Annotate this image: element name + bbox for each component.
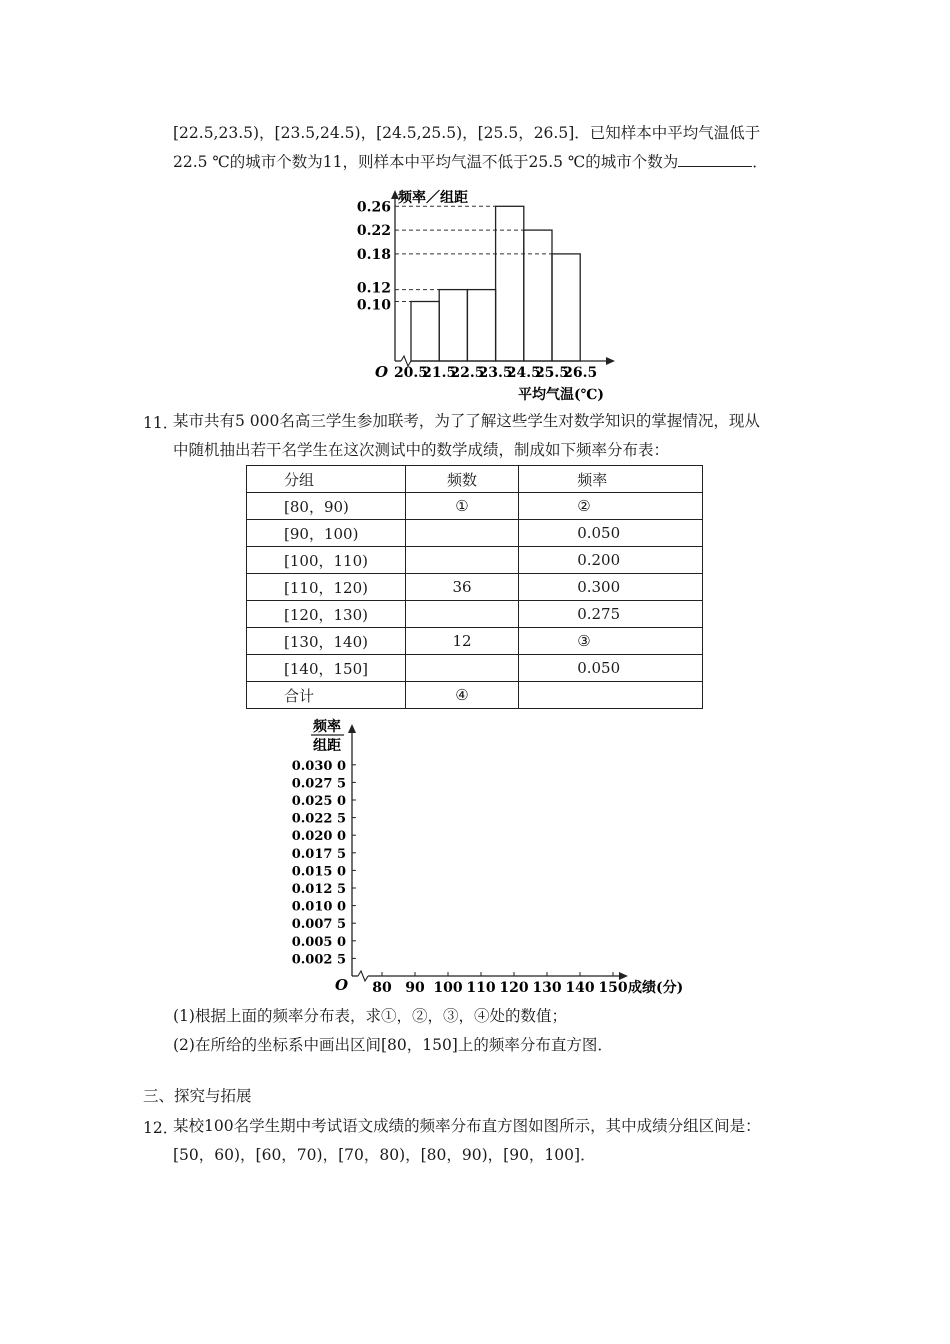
table-cell: [140，150] — [247, 655, 406, 682]
x-tick-label: 130 — [532, 980, 562, 996]
table-cell: 12 — [405, 628, 518, 655]
histogram-bars — [411, 206, 580, 361]
x-axis-label: 成绩(分) — [628, 980, 684, 996]
x-tick-label: 22.5 — [450, 365, 485, 381]
table-row — [247, 493, 703, 520]
q12-line1: 某校100名学生期中考试语文成绩的频率分布直方图如图所示，其中成绩分组区间是： — [173, 1117, 761, 1135]
y-tick-label: 0.025 0 — [291, 794, 346, 809]
table-cell: ① — [405, 493, 518, 520]
table-header: 频数 — [405, 466, 518, 493]
histogram-bar — [411, 302, 439, 362]
chart-axes — [391, 190, 615, 366]
q11-line1: 某市共有5 000名高三学生参加联考，为了了解这些学生对数学知识的掌握情况，现从 — [173, 412, 760, 430]
x-tick-label: 20.5 — [393, 365, 429, 381]
table-header: 分组 — [247, 466, 406, 493]
table-row — [247, 682, 703, 709]
q10-line2 — [173, 152, 768, 172]
table-cell — [405, 655, 518, 682]
x-axis-arrow-icon — [619, 972, 628, 980]
score-coordinate-system — [288, 714, 700, 1000]
histogram-bar — [524, 230, 552, 361]
table-cell: 0.275 — [519, 601, 703, 628]
table-cell — [405, 547, 518, 574]
x-tick-label: 150 — [598, 980, 628, 996]
x-tick-label: 23.5 — [478, 365, 513, 381]
table-header-row — [247, 466, 703, 493]
y-tick-label: 0.012 5 — [291, 882, 346, 897]
y-tick-label: 0.22 — [356, 223, 391, 240]
y-tick-label: 0.017 5 — [291, 846, 346, 862]
y-tick-label: 0.015 0 — [291, 864, 346, 880]
table-row — [247, 574, 703, 601]
y-tick-label: 0.020 0 — [291, 829, 346, 845]
table-header: 频率 — [519, 466, 703, 493]
y-tick-label: 0.010 0 — [291, 899, 346, 915]
table-cell: [130，140) — [247, 628, 406, 655]
q11-sub2: (2)在所给的坐标系中画出区间[80，150]上的频率分布直方图． — [173, 1036, 613, 1054]
y-tick-label: 0.027 5 — [291, 776, 346, 792]
table-cell: ② — [519, 493, 703, 520]
x-tick-label: 90 — [405, 980, 425, 996]
frequency-table — [246, 465, 703, 709]
table-cell: [110，120) — [247, 574, 406, 601]
temperature-histogram — [345, 185, 635, 403]
table-cell: 0.050 — [519, 520, 703, 547]
table-cell: 0.050 — [519, 655, 703, 682]
x-tick-label: 24.5 — [506, 365, 541, 381]
q12-line2: [50，60)，[60，70)，[70，80)，[80，90)，[90，100]． — [173, 1146, 596, 1164]
table-cell: 合计 — [247, 682, 406, 709]
x-tick-label: 140 — [565, 980, 595, 996]
x-tick-label: 110 — [466, 980, 496, 996]
table-cell — [519, 682, 703, 709]
y-tick-labels — [357, 199, 391, 313]
table-cell: 0.200 — [519, 547, 703, 574]
table-cell — [405, 601, 518, 628]
histogram-bar — [552, 254, 580, 361]
y-tick-label: 0.022 5 — [291, 811, 346, 827]
chart-axes — [348, 724, 628, 981]
x-tick-label: 100 — [433, 980, 463, 996]
y-tick-label: 0.12 — [356, 280, 391, 297]
table-cell: ④ — [405, 682, 518, 709]
y-axis-label-numerator: 频率 — [313, 719, 341, 735]
q10-line2-end: ． — [752, 153, 768, 171]
table-row — [247, 628, 703, 655]
table-cell: [100，110) — [247, 547, 406, 574]
y-tick-labels — [292, 759, 356, 968]
y-axis-label: 频率／组距 — [398, 190, 468, 206]
table-cell — [405, 520, 518, 547]
q11-sub1: (1)根据上面的频率分布表，求①，②，③，④处的数值； — [173, 1007, 567, 1025]
table-cell: ③ — [519, 628, 703, 655]
histogram-bar — [467, 290, 495, 361]
y-tick-label: 0.26 — [356, 199, 391, 216]
x-axis-arrow-icon — [606, 357, 615, 365]
axis-break-icon — [358, 971, 368, 981]
x-tick-label: 120 — [499, 980, 529, 996]
x-tick-label: 80 — [372, 980, 392, 996]
table-cell: [90，100) — [247, 520, 406, 547]
q10-line2-text: 22.5 ℃的城市个数为11，则样本中平均气温不低于25.5 ℃的城市个数为 — [173, 153, 679, 171]
table-row — [247, 601, 703, 628]
table-cell: 36 — [405, 574, 518, 601]
y-tick-label: 0.007 5 — [291, 917, 346, 933]
q10-line1: [22.5,23.5)，[23.5,24.5)，[24.5,25.5)，[25.5，26.5]．已知样本中平均气温低于 — [173, 124, 761, 142]
y-tick-label: 0.18 — [356, 246, 391, 263]
origin-label: O — [375, 363, 389, 381]
y-tick-label: 0.005 0 — [291, 934, 346, 950]
histogram-bar — [439, 290, 467, 361]
x-tick-label: 25.5 — [534, 365, 570, 381]
histogram-bar — [496, 206, 524, 361]
table-row — [247, 547, 703, 574]
x-tick-labels — [394, 365, 597, 381]
answer-blank — [678, 152, 752, 167]
table-row — [247, 655, 703, 682]
y-tick-label: 0.10 — [356, 297, 391, 314]
q12-number: 12． — [143, 1119, 179, 1137]
x-tick-label: 21.5 — [422, 365, 457, 381]
y-tick-label: 0.002 5 — [291, 952, 346, 968]
y-axis-label-denominator: 组距 — [313, 738, 341, 754]
origin-label: O — [335, 976, 349, 994]
y-tick-label: 0.030 0 — [291, 758, 346, 774]
table-row — [247, 520, 703, 547]
q11-line2: 中随机抽出若干名学生在这次测试中的数学成绩，制成如下频率分布表： — [173, 441, 670, 459]
reference-dash-lines — [395, 206, 552, 301]
table-cell: 0.300 — [519, 574, 703, 601]
table-cell: [120，130) — [247, 601, 406, 628]
table-cell: [80，90) — [247, 493, 406, 520]
y-axis-arrow-icon — [348, 724, 356, 733]
x-axis-label: 平均气温(℃) — [518, 387, 605, 403]
section-heading: 三、探究与拓展 — [143, 1087, 252, 1105]
q11-number: 11． — [143, 414, 179, 432]
x-tick-label: 26.5 — [563, 365, 598, 381]
